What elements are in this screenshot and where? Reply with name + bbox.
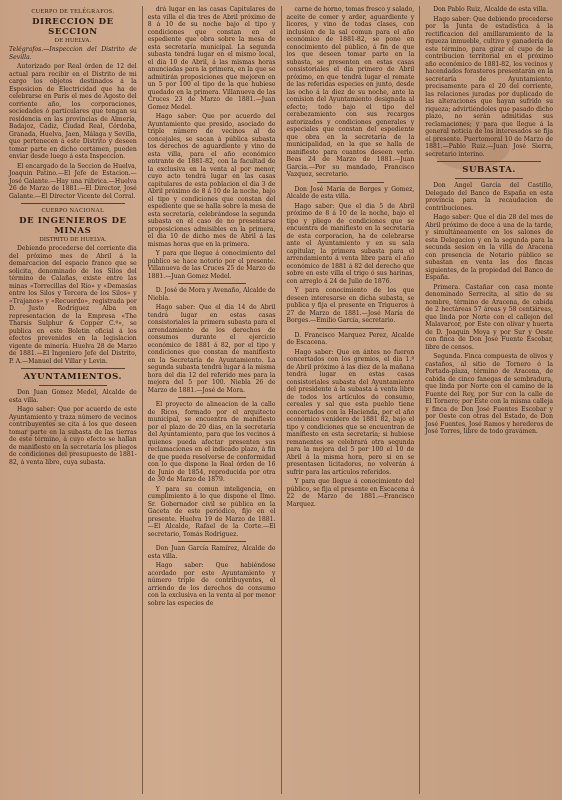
notice-paragraph: Hago saber: Que el dia 14 de Abril tendrá lugar en estas casas consistoriales la primera subasta para el arrendamiento de los derechos de consumos durante el ejercicio económico de 1881 á 82, por el tipo y condiciones que constan de manifiesto en la Secretaría de Ayuntamiento. La segunda subasta tendrá lugar á la misma hora del dia 12 del referido mes para la mejora del 5 por 100. Niebla 26 de Marzo de 1881.—José de Mora.	[147, 304, 276, 394]
section-subheading: DISTRITO DE HUELVA.	[39, 237, 107, 243]
notice-paragraph: Y para su comun inteligencia, en cumplimiento á lo que dispone el Ilmo. Sr. Gobernador civil se pública en la Gaceta de este periódico, fijo en el presente. Huelva 19 de Marzo de 1881.—El Alcalde, Rafael de la Corte.—El secretario, Tomás Rodriguez.	[147, 485, 276, 538]
notice-paragraph: Y para que llegue á conocimiento del público, se fija el presente en Escacena á 22 de Marzo de 1881.—Francisco Marquez.	[286, 478, 415, 508]
notice-paragraph: Hago saber: Que por acuerdo del Ayuntamiento que presido, asociado de triple número de vecinos al de concejales, se sacan á pública subasta los derechos de aguardiente y vino de esta villa, para el año económico entrante de 1881-82, con la facultad de la exclusiva en la venta al por menor, cuyo acto tendrá lugar en las casas capitulares de esta poblacion el dia 3 de Abril próximo de 8 á 10 de la noche, bajo el tipo y condiciones que constan del espediente que se halla sobre la mesa de esta secretaría, celebrándose la segunda subasta en el caso de no presentarse proposiciones admisibles en la primera, el dia 10 de dicho mes de Abril á las mismas horas que en la primera.	[147, 113, 276, 248]
divider	[455, 178, 523, 179]
section-heading: AYUNTAMIENTOS.	[23, 372, 123, 382]
notice-paragraph: Y para que llegue á conocimiento del público se hace notorio por el presente. Villanueva de las Cruces 25 de Marzo de 1881.—Juan Gomez Medel.	[147, 250, 276, 280]
notice-paragraph: Hago saber: Que por acuerdo de este Ayuntamiento y traza número de vecinos contribuyentes se cita á los que deseen tomar parte en la subasta de las tierras de este término, á cuyo efecto se hallan de manifiesto en la secretaría los pliegos de condiciones del presupuesto de 1881-82, á venta libre, cuya subasta.	[9, 406, 137, 466]
section-title: CUERPO NACIONAL	[41, 207, 105, 214]
notice-paragraph: carne de horno, tomas fresco y salado, aceite de comer y arder, aguardiente y licores, y vino de todas clases, con inclusion de la sal comun para el año económico de 1881-82, se pone en conocimiento del público, á fin de que los que deseen tomar parte en la subasta, se presenten en estas casas consistoriales el dia primero de Abril próximo, en que tendrá lugar el remate de las referidas especies en junto, desde las ocho á la diez de su noche, ante la comision del Ayuntamiento designada al efecto; todo bajo el tipo del cerabezamiento con sus recargos autorizados y condiciones generales y especiales que constan del espediente que obra en la secretaría de la municipalidad, en la que se halla de manifiesto para cuantos deseen verlo. Beas 24 de Marzo de 1881.—Juan Garcia.—Por su mandado, Francisco Vazquez, secretario.	[286, 6, 415, 178]
notice-paragraph: El proyecto de alineacion de la calle de Ricos, formado por el arquitecto municipal, se encuentra de manifiesto por el plazo de 20 dias, en la secretaría del Ayuntamiento, para que los vecinos á quienes pueda afectar presenten sus reclamaciones en el indicado plazo, á fin de que pueda resolverse de conformidad con lo que dispone la Real órden de 16 de Junio de 1854, reproducida por otra de 30 de Marzo de 1879.	[147, 401, 276, 483]
divider	[178, 541, 246, 542]
notice-heading: Telégrafos.—Inspeccion del Distrito de Sevilla.	[9, 46, 137, 61]
notice-paragraph: Don Juan Gomez Medel, Alcalde de esta villa.	[9, 389, 137, 404]
notice-paragraph: Don Angel García del Castillo, Delegado del Banco de España en esta provincia para la recaudacion de contribuciones.	[425, 182, 553, 212]
notice-paragraph: Don Pablo Ruiz, Alcalde de esta villa.	[433, 6, 548, 13]
column-2	[143, 6, 282, 794]
notice-paragraph: D. José de Mora y Avenaño, Alcalde de Niebla.	[147, 287, 276, 302]
notice-paragraph: Segunda. Finca compuesta de olivos y castaños, al sitio de Tornero ó la Portada-plaza, término de Aracena, de cabida de cinco fanegas de sembradura, que linda por Norte con el camino de la Fuente del Rey, por Sur con la calle de El Tornero; por Este con la misma calleja y finca de Don José Fuentes Escobar y por Oeste con otras del Estado, de Don José Fuentes, José Ramos y herederos de José Torres, libre de todo gravámen.	[425, 353, 553, 435]
notice-paragraph: Hago saber: Que el dia 5 de Abril próximo de 8 á 10 de la noche, bajo el tipo y pliego de condiciones que se encuentra de manifiesto en la secretaría de esta corporacion, ha de celebrarse ante el Ayuntamiento y en su sala capitular, la primera subasta para el arrendamiento á venta libre para el año económico de 1881 á 82 del derecho que sobre en este villa el trigo ó sus harinas, con arreglo á 24 de Julio de 1876.	[286, 202, 415, 285]
divider	[317, 328, 385, 329]
notice-paragraph: Don Juan García Ramírez, Alcalde de esta villa.	[147, 545, 276, 560]
section-heading: DE INGENIEROS DE MINAS	[19, 216, 127, 236]
notice-paragraph: Hago saber: Que el dia 28 del mes de Abril próximo de doce á una de la tarde, y simultáneamente en los salones de esta Delegacion y en la segunda para la secunda sesion en la villa de Aracena con presencia de Notario público se subastan en venta las dos fincas siguientes, de la propiedad del Banco de España.	[425, 214, 553, 281]
notice-paragraph: Debiendo procederse del corriente dia del próximo mes de Abril á la demarcacion del espacio franco que se solicita, denominado de los Silos del término de Calañas, existe entre las minas «Torrecillas del Río» y «Demasías entre los Silos y Tercera de los Silos» y «Trajanos» y «Recuerdo», registrada por D. Justo Rodríguez Alba en representacion de la Empresa «The Tharsis Sulphur & Copper C.º», se publica en este Boletin oficial á los efectos prevenidos en la legislacion vigente de minería. Huelva 28 de Marzo de 1881.—El Ingeniero Jefe del Distrito, P. A.—Manuel del Villar y Levin.	[9, 245, 137, 365]
divider	[317, 182, 385, 183]
notice-paragraph: Don José María de Borges y Gomez, Alcalde de esta villa.	[286, 185, 415, 200]
notice-paragraph: Hago saber: Que en ántes no fueron concertados con los gremios, el dia 1.º de Abril próximo á las diez de la mañana tendrá lugar en estas casas consistoriales subasta del Ayuntamiento del presidente á la subasta á venta libre de todos los artículos de consumo, cereales y sal que esta pueblo tiene concertados con la Hacienda, por el año económico venidero de 1881 82, bajo el tipo y condiciones que se encuentran de manifiesto en esta secretaría; si hubiese remanentes se celebrará otra segunda para la mejora del 5 por 100 el 10 de Abril á la misma hora, pero si en se presentasen licitadores, no volverán á sufrir para las artículos referidos.	[286, 348, 415, 476]
notice-paragraph: Autorizado por Real órden de 12 del actual para recibir en el Distrito de mi cargo los objetos destinados á la Esposicion de Electricidad que ha de celebrarse en París el mes de Agosto del corriente año, los corporaciones, sociedades ó particulares que tengan su residencia en las provincias de Almería, Badajoz, Cádiz, Ciudad Real, Córdoba, Granada, Huelva, Jaen, Málaga y Sevilla, que pertenecen á este Distrito y deseen tomar parte en dicho certámen, pueden enviar desde luego á esta Inspeccion.	[9, 63, 137, 160]
notice-paragraph: Primera. Castañar con casa monte denominado Serrecita, al sitio de su nombre, término de Aracena, de cabida de 2 hectáreas 57 áreas y 58 centiáreas, que linda por Norte con el callejon del Malavarcor, por Este con olivar y huerta de D. Joaquin Moya y por Sur y Oeste con finca de Don José Fuente Escobar, libre de censos.	[425, 283, 553, 351]
notice-paragraph: D. Francisco Marquez Perez, Alcalde de Escacena.	[286, 331, 415, 346]
divider	[21, 368, 125, 369]
notice-paragraph: Hago saber: Que debiendo procederse por la Junta de estadística á la rectificacion del amillaramiento de la riqueza inmueble, cultivo y ganadería de este término, para girar el cupo de la contribucion territorial en el próximo año económico de 1881-82, los vecinos y hacendados forasteros presentarán en la secretaría de Ayuntamiento, precisamente para el 20 del corriente, las relaciones juradas por duplicado de las alteraciones que hayan sufrido su riqueza; advirtiéndoles que pasado dicho plazo, no serán admitidas sus reclamaciones; y para que llegue á la general noticia de los interesados se fija el presente. Puertomoral 10 de Marzo de 1881.—Pablo Ruiz.—Juan José Sierra, secretario interino.	[425, 15, 553, 158]
column-1	[4, 6, 143, 794]
columns	[4, 6, 558, 794]
notice-paragraph: drá lugar en las casas Capitulares de esta villa el dia tres de Abril próximo de 8 á 10 de su noche bajo el tipo y condiciones que constan en el espediente que obra sobre la mesa de esta secretaría municipal. La segunda subasta tendrá lugar en el mismo local, el dia 10 de Abril, á las mismas horas anunciadas para la primera, en la que se admitirán proposiciones que mejoren en un 5 por 100 el tipo de la que hubiese quedado en la primera. Villanueva de las Cruces 23 de Marzo de 1881.—Juan Gomez Medel.	[147, 6, 276, 111]
notice-paragraph: El encargado de la Seccion de Huelva, Joaquin Patino.—El Jefe de Estacion.—José Galante.—Hay una rúbrica.—Huelva 26 de Marzo de 1881.—El Director, José Galante.—El Director Vicente del Corral.	[9, 162, 137, 200]
section-heading: DIRECCION DE SECCION	[32, 17, 114, 37]
section-subheading: DE HUELVA.	[54, 38, 92, 44]
divider	[437, 161, 541, 162]
notice-paragraph: Y para conocimiento de los que deseen interesarse en dicha subasta, se publica y fija el presente en Trigueros á 27 de Marzo de 1881.—José María de Borges.—Emilio García, secretario.	[286, 287, 415, 324]
column-4	[420, 6, 558, 794]
divider	[178, 283, 246, 284]
section-heading: SUBASTA.	[462, 165, 516, 175]
column-3	[282, 6, 421, 794]
section-title: CUERPO DE TELÉGRAFOS.	[31, 8, 115, 15]
divider	[178, 397, 246, 398]
divider	[39, 385, 107, 386]
notice-paragraph: Hago saber: Que habiéndose acordado por este Ayuntamiento y número triple de contribuyentes, el arriendo de los derechos de consumo con la exclusiva en la venta al por menor sobre las especies de	[147, 562, 276, 607]
divider	[21, 203, 125, 204]
